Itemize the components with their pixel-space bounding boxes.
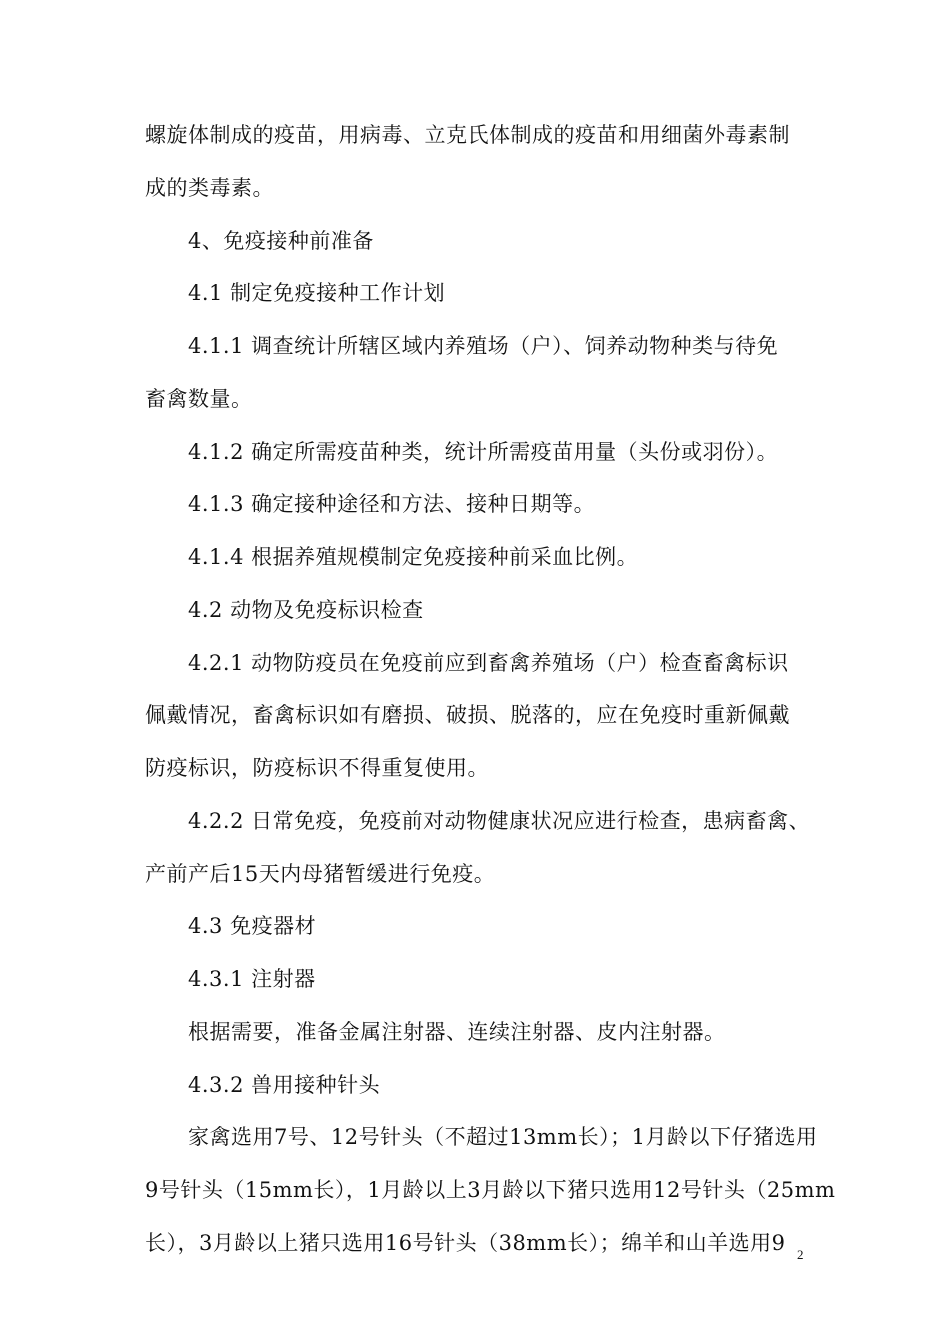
section-heading-4-2: 4.2 动物及免疫标识检查 bbox=[188, 598, 424, 622]
paragraph-4-2-2-line-2: 产前产后15天内母猪暂缓进行免疫。 bbox=[145, 862, 496, 886]
paragraph-4-1-3: 4.1.3 确定接种途径和方法、接种日期等。 bbox=[188, 492, 596, 516]
paragraph-4-2-1-line-3: 防疫标识，防疫标识不得重复使用。 bbox=[145, 756, 489, 780]
paragraph-4-3-1: 根据需要，准备金属注射器、连续注射器、皮内注射器。 bbox=[188, 1020, 726, 1044]
section-heading-4-3: 4.3 免疫器材 bbox=[188, 914, 317, 938]
paragraph-4-1-1-line-1: 4.1.1 调查统计所辖区域内养殖场（户）、饲养动物种类与待免 bbox=[188, 334, 779, 358]
paragraph-4-2-2-line-1: 4.2.2 日常免疫，免疫前对动物健康状况应进行检查，患病畜禽、 bbox=[188, 809, 811, 833]
paragraph-4-2-1-line-1: 4.2.1 动物防疫员在免疫前应到畜禽养殖场（户）检查畜禽标识 bbox=[188, 651, 789, 675]
paragraph-line-2: 成的类毒素。 bbox=[145, 176, 274, 200]
paragraph-4-3-2-line-3: 长），3月龄以上猪只选用16号针头（38mm长）；绵羊和山羊选用9 bbox=[145, 1231, 786, 1255]
page-number: 2 bbox=[797, 1247, 804, 1262]
section-heading-4: 4、免疫接种前准备 bbox=[188, 229, 374, 253]
section-heading-4-1: 4.1 制定免疫接种工作计划 bbox=[188, 281, 446, 305]
paragraph-line-1: 螺旋体制成的疫苗，用病毒、立克氏体制成的疫苗和用细菌外毒素制 bbox=[145, 123, 790, 147]
section-heading-4-3-2: 4.3.2 兽用接种针头 bbox=[188, 1073, 381, 1097]
paragraph-4-3-2-line-2: 9号针头（15mm长），1月龄以上3月龄以下猪只选用12号针头（25mm bbox=[145, 1178, 836, 1202]
paragraph-4-1-4: 4.1.4 根据养殖规模制定免疫接种前采血比例。 bbox=[188, 545, 639, 569]
paragraph-4-3-2-line-1: 家禽选用7号、12号针头（不超过13mm长）；1月龄以下仔猪选用 bbox=[188, 1125, 818, 1149]
paragraph-4-1-1-line-2: 畜禽数量。 bbox=[145, 387, 253, 411]
section-heading-4-3-1: 4.3.1 注射器 bbox=[188, 967, 316, 991]
paragraph-4-2-1-line-2: 佩戴情况，畜禽标识如有磨损、破损、脱落的，应在免疫时重新佩戴 bbox=[145, 703, 790, 727]
paragraph-4-1-2: 4.1.2 确定所需疫苗种类，统计所需疫苗用量（头份或羽份）。 bbox=[188, 440, 779, 464]
